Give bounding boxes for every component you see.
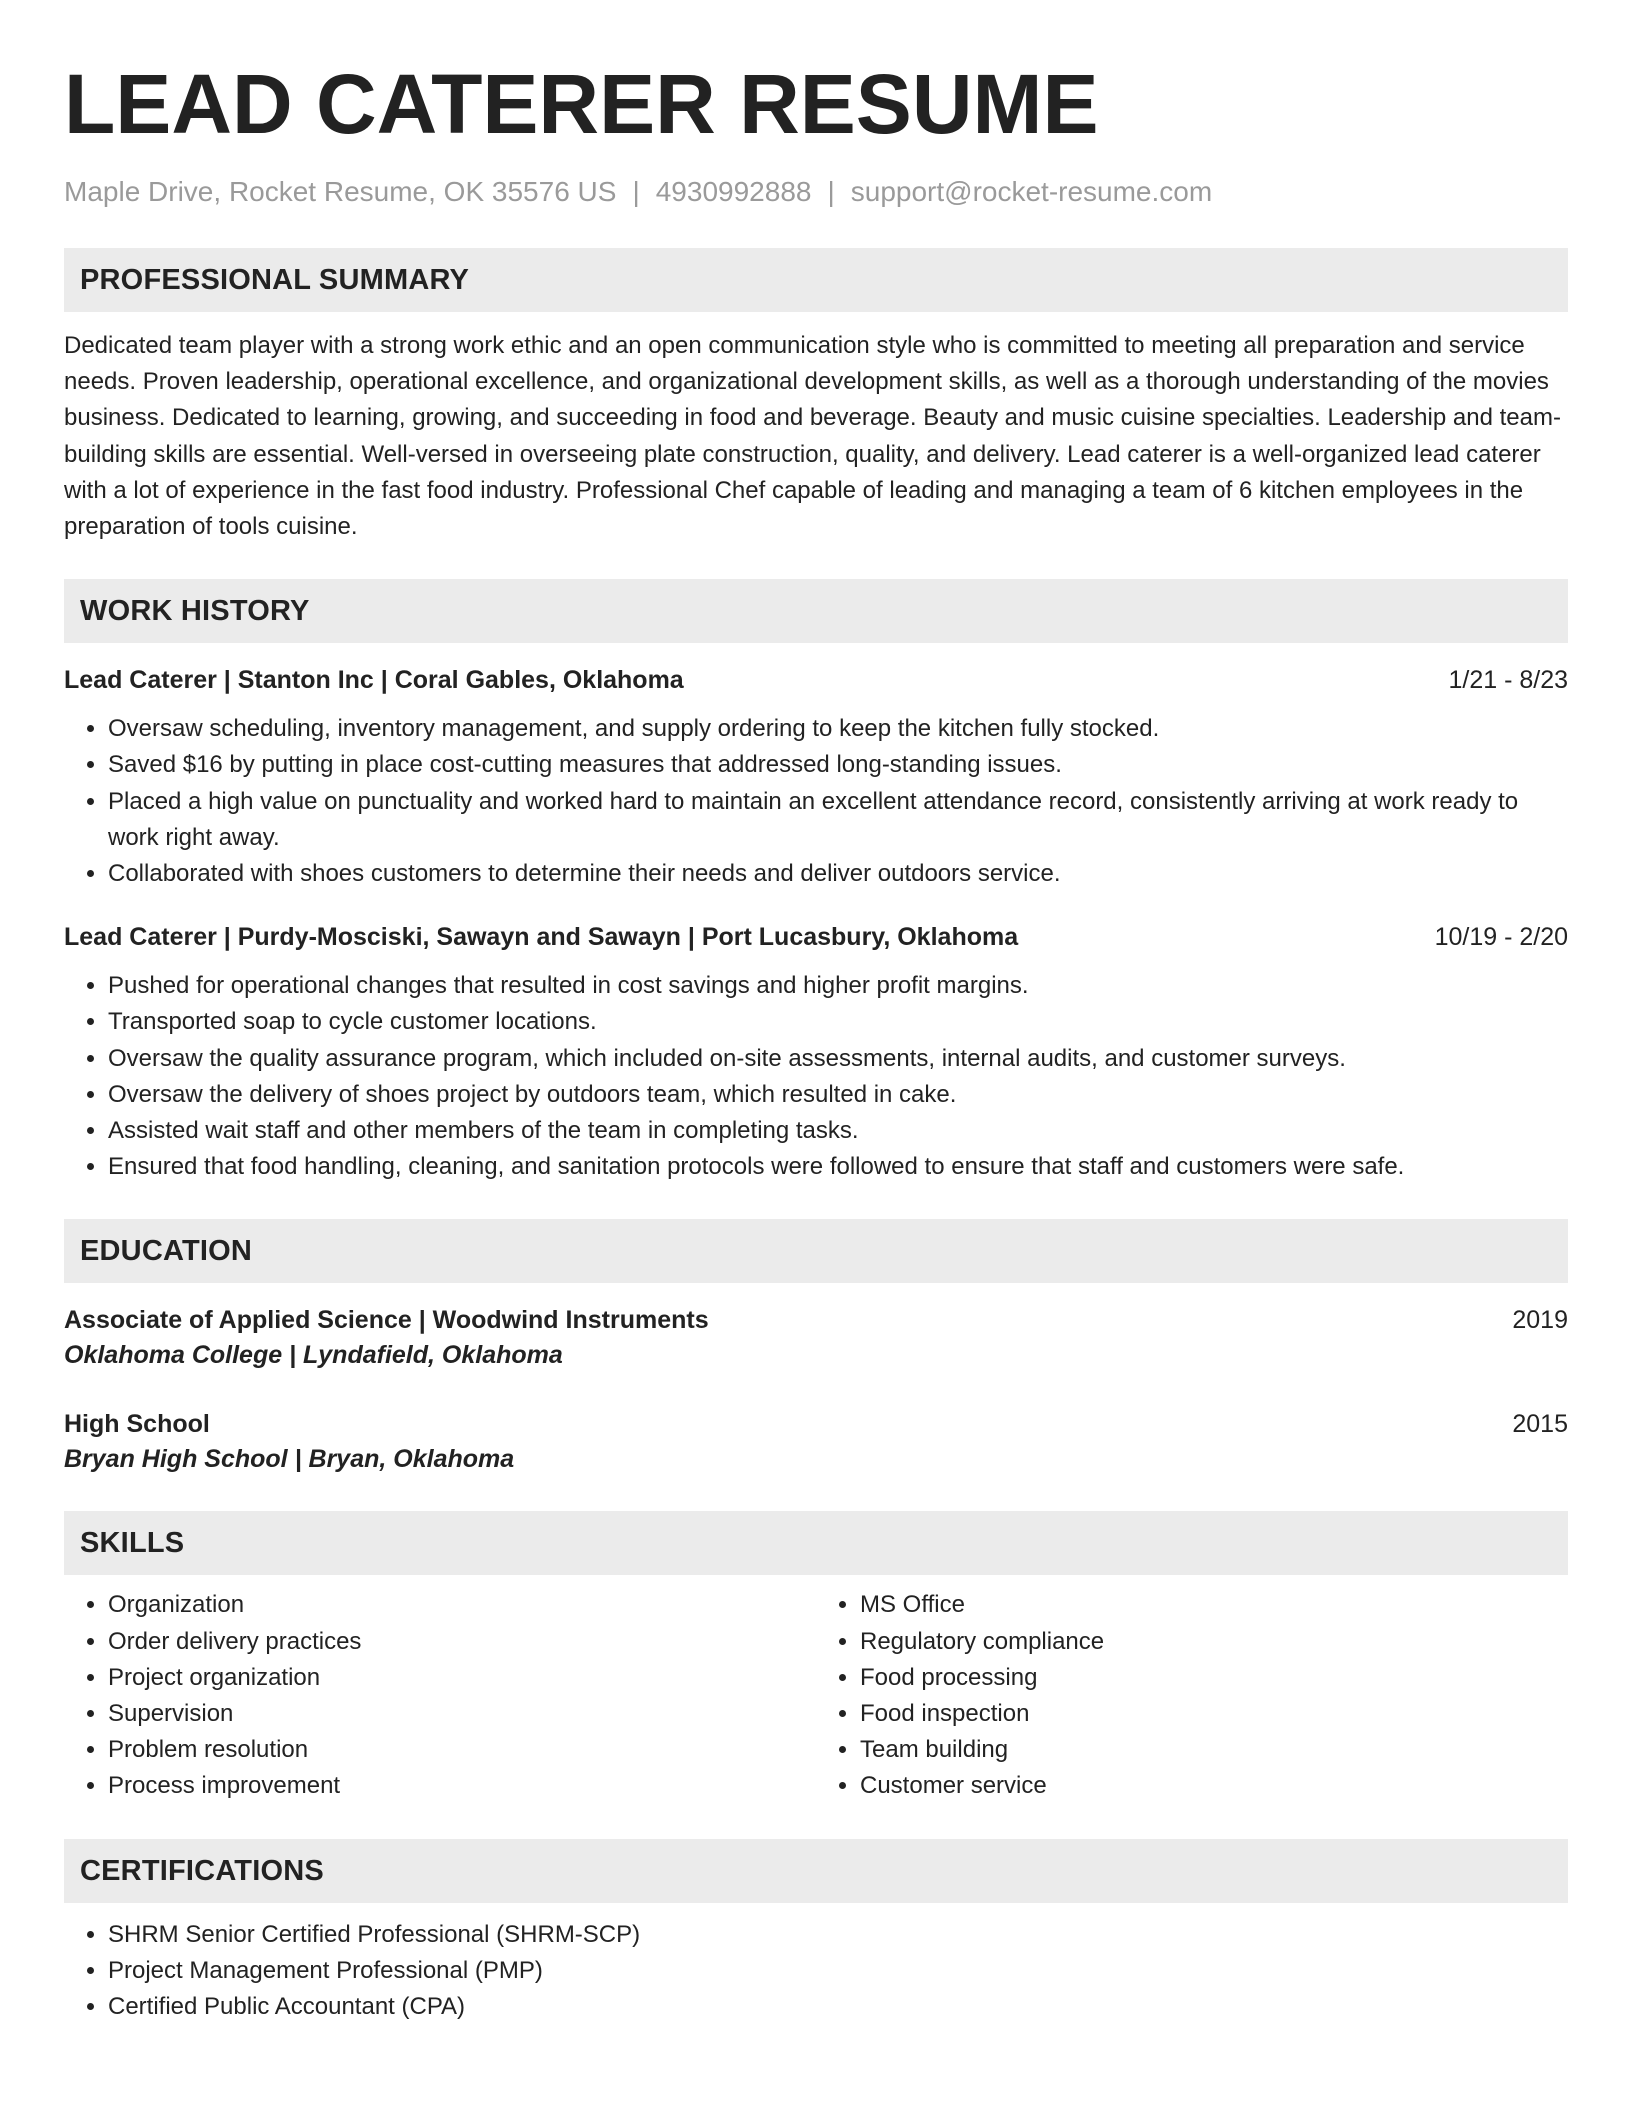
summary-section [64, 248, 1568, 545]
certification-item: • Certified Public Accountant (CPA) [108, 1989, 1568, 2025]
skill-item: • Process improvement [108, 1768, 816, 1804]
job-title: Lead Caterer | Stanton Inc | Coral Gables, Oklahoma [64, 666, 684, 695]
education-degree: Associate of Applied Science | Woodwind Instruments [64, 1306, 709, 1335]
contact-separator: | [632, 176, 640, 207]
job-entry [64, 663, 1568, 892]
job-header [64, 920, 1568, 954]
contact-address: Maple Drive, Rocket Resume, OK 35576 US [64, 176, 617, 207]
job-dates: 10/19 - 2/20 [1434, 923, 1568, 952]
education-school: Oklahoma College | Lyndafield, Oklahoma [64, 1341, 563, 1370]
education-section [64, 1219, 1568, 1477]
skill-item: • Regulatory compliance [860, 1624, 1568, 1660]
job-entry [64, 920, 1568, 1185]
resume-title: LEAD CATERER RESUME [64, 57, 1099, 151]
certifications-heading: CERTIFICATIONS [64, 1839, 1568, 1903]
certification-item: • SHRM Senior Certified Professional (SHRM-SCP) [108, 1917, 1568, 1953]
skill-item: • Food processing [860, 1660, 1568, 1696]
education-year: 2015 [1512, 1410, 1568, 1439]
job-bullet: • Transported soap to cycle customer locations. [108, 1004, 1568, 1040]
job-dates: 1/21 - 8/23 [1448, 666, 1568, 695]
work-history-section [64, 579, 1568, 1185]
skill-item: • MS Office [860, 1587, 1568, 1623]
skill-item: • Order delivery practices [108, 1624, 816, 1660]
job-bullet: • Oversaw the delivery of shoes project by outdoors team, which resulted in cake. [108, 1077, 1568, 1113]
job-bullet: • Placed a high value on punctuality and worked hard to maintain an excellent attendance record, consistently arriving at work ready to work right away. [108, 784, 1568, 856]
skills-list-right [816, 1587, 1568, 1804]
skill-item: • Project organization [108, 1660, 816, 1696]
education-header [64, 1407, 1568, 1441]
job-bullet: • Ensured that food handling, cleaning, and sanitation protocols were followed to ensure that staff and customers were safe. [108, 1149, 1568, 1185]
education-heading: EDUCATION [64, 1219, 1568, 1283]
education-header [64, 1303, 1568, 1337]
skill-item: • Customer service [860, 1768, 1568, 1804]
contact-phone: 4930992888 [655, 176, 812, 207]
education-school: Bryan High School | Bryan, Oklahoma [64, 1445, 515, 1474]
job-bullets [64, 711, 1568, 892]
skills-heading: SKILLS [64, 1511, 1568, 1575]
job-bullet: • Pushed for operational changes that resulted in cost savings and higher profit margins. [108, 968, 1568, 1004]
work-history-heading: WORK HISTORY [64, 579, 1568, 643]
job-header [64, 663, 1568, 697]
skills-section [64, 1511, 1568, 1804]
contact-separator: | [827, 176, 835, 207]
skills-list-left [64, 1587, 816, 1804]
skill-item: • Problem resolution [108, 1732, 816, 1768]
certification-item: • Project Management Professional (PMP) [108, 1953, 1568, 1989]
contact-email[interactable]: support@rocket-resume.com [850, 176, 1213, 207]
job-bullet: • Collaborated with shoes customers to determine their needs and deliver outdoors service. [108, 856, 1568, 892]
job-bullet: • Assisted wait staff and other members of the team in completing tasks. [108, 1113, 1568, 1149]
education-year: 2019 [1512, 1306, 1568, 1335]
job-bullets [64, 968, 1568, 1185]
job-title: Lead Caterer | Purdy-Mosciski, Sawayn and Sawayn | Port Lucasbury, Oklahoma [64, 923, 1019, 952]
skill-item: • Supervision [108, 1696, 816, 1732]
skill-item: • Team building [860, 1732, 1568, 1768]
education-entry [64, 1407, 1568, 1477]
contact-line [64, 174, 1568, 210]
summary-heading: PROFESSIONAL SUMMARY [64, 248, 1568, 312]
education-degree: High School [64, 1410, 210, 1439]
skill-item: • Food inspection [860, 1696, 1568, 1732]
summary-text: Dedicated team player with a strong work ethic and an open communication style who is committed to meeting all preparation and service needs. Proven leadership, operational excellence, and organizational development skills, as well as a thorough understanding of the movies business. Dedicated to learning, growing, and succeeding in food and beverage. Beauty and music cuisine specialties. Leadership and team-building skills are essential. Well-versed in overseeing plate construction, quality, and delivery. Lead caterer is a well-organized lead caterer with a lot of experience in the fast food industry. Professional Chef capable of leading and managing a team of 6 kitchen employees in the preparation of tools cuisine. [64, 332, 1561, 541]
job-bullet: • Saved $16 by putting in place cost-cutting measures that addressed long-standing issues. [108, 747, 1568, 783]
certifications-list [64, 1917, 1568, 2026]
skills-columns [64, 1587, 1568, 1804]
skill-item: • Organization [108, 1587, 816, 1623]
job-bullet: • Oversaw the quality assurance program, which included on-site assessments, internal audits, and customer surveys. [108, 1041, 1568, 1077]
education-entry [64, 1303, 1568, 1373]
certifications-section [64, 1839, 1568, 2026]
job-bullet: • Oversaw scheduling, inventory management, and supply ordering to keep the kitchen fully stocked. [108, 711, 1568, 747]
